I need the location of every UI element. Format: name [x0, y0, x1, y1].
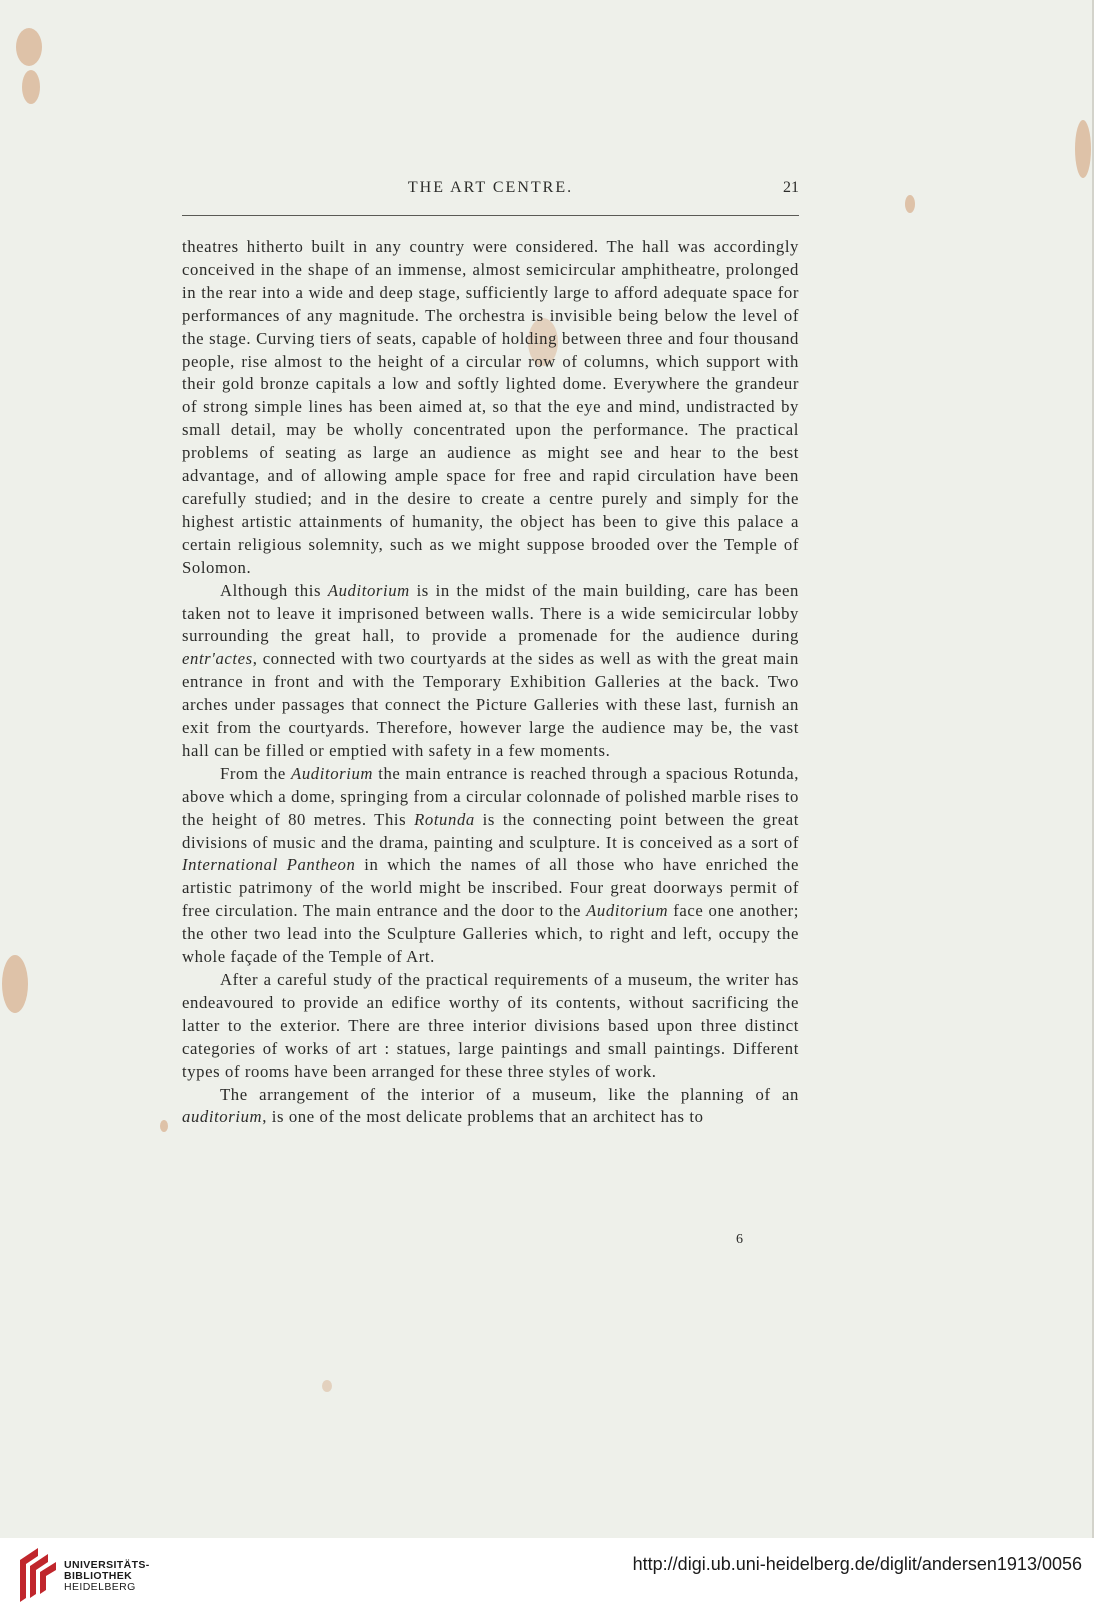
foxing-stain — [1075, 120, 1091, 178]
text-run: in which the names of all those who have enriched the artistic patrimony of the world might be inscribed. Four great doorways permit of free circulation. The main entrance and the door to the — [182, 855, 799, 921]
text-run: face one another; the other two lead into the Sculpture Galleries which, to right and left, occupy the whole façade of the Temple of Art. — [182, 901, 799, 967]
library-name-line: UNIVERSITÄTS- — [64, 1559, 150, 1571]
running-head — [182, 177, 799, 203]
paragraph — [182, 236, 799, 580]
text-run: theatres hitherto built in any country were considered. The hall was accordingly conceived in the shape of an immense, almost semicircular amphitheatre, prolonged in the rear into a wide and deep stage, sufficiently large to afford adequate space for performances of any magnitude. The orchestra is invisible being below the level of the stage. Curving tiers of seats, capable of holding between three and four thousand people, rise almost to the height of a circular row of columns, which support with their gold bronze capitals a low and softly lighted dome. Everywhere the grandeur of strong simple lines has been aimed at, so that the eye and mind, undistracted by small detail, may be wholly concentrated upon the performance. The practical problems of seating as large an audience as might see and hear to the best advantage, and of allowing ample space for free and rapid circulation have been carefully studied; and in the desire to create a centre purely and simply for the highest artistic attainments of humanity, the object has been to give this palace a certain religious solemnity, such as we might suppose brooded over the Temple of Solomon. — [182, 237, 799, 577]
text-run: Although this — [220, 580, 328, 600]
text-run: , connected with two courtyards at the sides as well as with the great main entrance in front and with the Temporary Exhibition Galleries at the back. Two arches under passages that connect the Picture Galleries with these last, furnish an exit from the courtyards. Therefore, however large the audience may be, the vast hall can be filled or emptied with safety in a few moments. — [182, 649, 799, 760]
italic-term: Auditorium — [291, 763, 374, 783]
italic-term: Rotunda — [414, 809, 475, 829]
body-text — [182, 236, 799, 1129]
paragraph — [182, 580, 799, 763]
text-run: , is one of the most delicate problems that an architect has to — [262, 1107, 704, 1127]
italic-term: Auditorium — [327, 580, 410, 600]
italic-term: entr'actes — [182, 649, 253, 669]
text-run: the main entrance is reached through a spacious Rotunda, above which a dome, springing from a circular colonnade of polished marble rises to the height of 80 metres. This — [182, 763, 799, 829]
text-run: From the — [220, 763, 292, 783]
paragraph — [182, 763, 799, 969]
text-run: The arrangement of the interior of a museum, like the planning of an — [220, 1084, 799, 1104]
source-url-link[interactable]: http://digi.ub.uni-heidelberg.de/diglit/andersen1913/0056 — [632, 1554, 1082, 1574]
foxing-stain — [905, 195, 915, 213]
text-run: is in the midst of the main building, care has been taken not to leave it imprisoned between walls. There is a wide semicircular lobby surrounding the great hall, to provide a promenade for the audience during — [182, 580, 799, 646]
page-number: 21 — [783, 179, 799, 196]
paragraph — [182, 1084, 799, 1130]
text-run: After a careful study of the practical requirements of a museum, the writer has endeavoured to provide an edifice worthy of its contents, without sacrificing the latter to the exterior. There are three interior divisions based upon three distinct categories of works of art : statues, large paintings and small paintings. Different types of rooms have been arranged for these three styles of work. — [182, 970, 799, 1081]
signature-mark: 6 — [736, 1232, 743, 1247]
header-rule — [182, 215, 799, 216]
italic-term: Auditorium — [586, 901, 669, 921]
foxing-stain — [322, 1380, 332, 1392]
library-name-line: BIBLIOTHEK — [64, 1570, 133, 1582]
library-logo-icon — [12, 1546, 62, 1606]
library-name — [64, 1560, 150, 1593]
foxing-stain — [2, 955, 28, 1013]
running-title: THE ART CENTRE. — [407, 179, 574, 196]
foxing-stain — [160, 1120, 168, 1132]
library-name-line: HEIDELBERG — [64, 1581, 136, 1593]
text-run: is the connecting point between the great divisions of music and the drama, painting and sculpture. It is conceived as a sort of — [182, 809, 799, 852]
italic-term: auditorium — [182, 1107, 263, 1127]
paragraph — [182, 969, 799, 1084]
footer-bar — [0, 1538, 1094, 1615]
foxing-stain — [16, 28, 42, 66]
foxing-stain — [22, 70, 40, 104]
italic-term: International Pantheon — [182, 855, 356, 875]
